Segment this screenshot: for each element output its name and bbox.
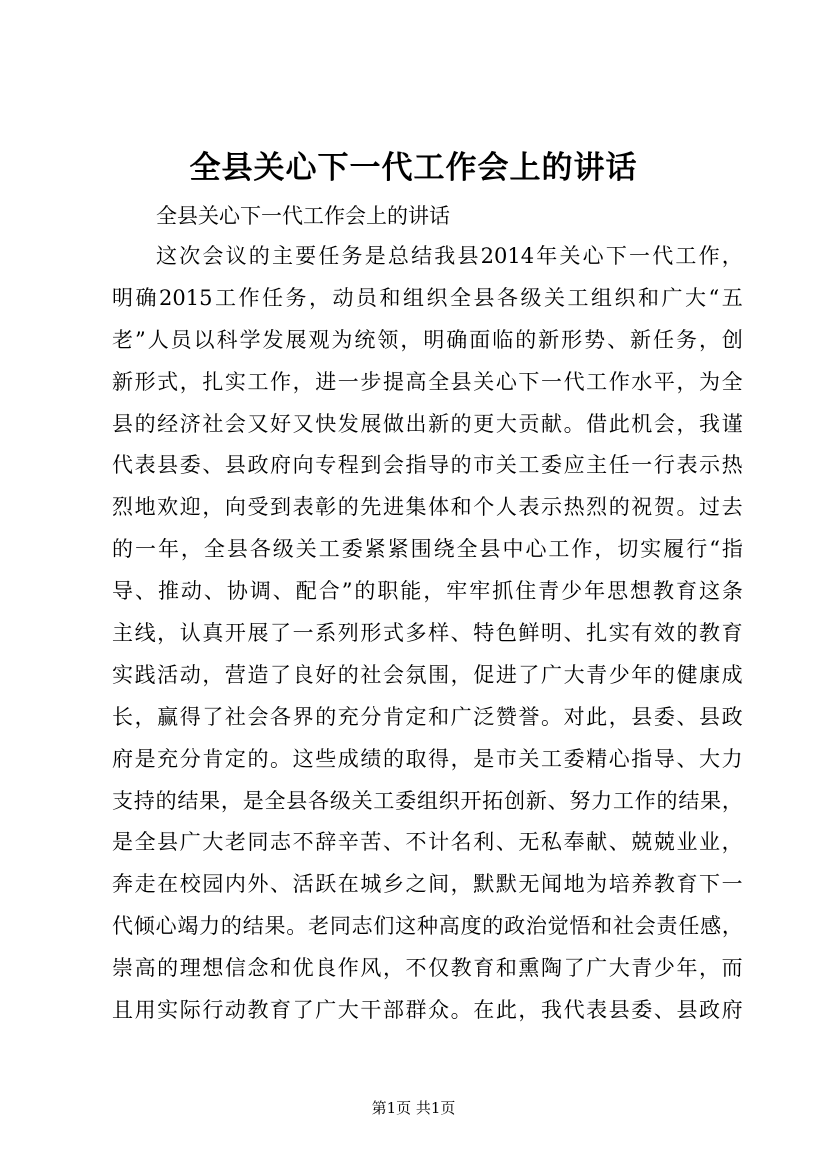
body-text-line: 明 确 2015 工 作 任 务 ， 动 员 和 组 织 全 县 各 级 关 工 组 织 和 广 大 “ 五 [112, 285, 743, 310]
body-text-line: 崇 高 的 理 想 信 念 和 优 良 作 风 ， 不 仅 教 育 和 熏 陶 了 广 大 青 少 年 ， 而 [112, 956, 743, 981]
body-text-line: 这 次 会 议 的 主 要 任 务 是 总 结 我 县 2014 年 关 心 下 一 代 工 作 ， [156, 244, 743, 268]
body-text-line: 且 用 实 际 行 动 教 育 了 广 大 干 部 群 众 。 在 此 ， 我 代 表 县 委 、 县 政 府 [112, 998, 743, 1023]
body-text-line: 新 形 式 ， 扎 实 工 作 ， 进 一 步 提 高 全 县 关 心 下 一 代 工 作 水 平 ， 为 全 [112, 369, 743, 394]
body-text-line: 老 ” 人 员 以 科 学 发 展 观 为 统 领 ， 明 确 面 临 的 新 形 势 、 新 任 务 ， 创 [112, 327, 743, 352]
body-text-line: 代 表 县 委 、 县 政 府 向 专 程 到 会 指 导 的 市 关 工 委 应 主 任 一 行 表 示 热 [112, 453, 743, 478]
body-text-line: 代 倾 心 竭 力 的 结 果 。 老 同 志 们 这 种 高 度 的 政 治 觉 悟 和 社 会 责 任 感 ， [112, 914, 743, 939]
body-text-line: 支 持 的 结 果 ， 是 全 县 各 级 关 工 委 组 织 开 拓 创 新 、 努 力 工 作 的 结 果 ， [112, 788, 743, 813]
body-text-line: 实 践 活 动 ， 营 造 了 良 好 的 社 会 氛 围 ， 促 进 了 广 大 青 少 年 的 健 康 成 [112, 662, 743, 687]
body-text-line: 的 一 年 ， 全 县 各 级 关 工 委 紧 紧 围 绕 全 县 中 心 工 作 ， 切 实 履 行 “ 指 [112, 537, 743, 562]
document-subtitle: 全县关心下一代工作会上的讲话 [156, 204, 450, 228]
body-text-line: 主 线 ， 认 真 开 展 了 一 系 列 形 式 多 样 、 特 色 鲜 明 、 扎 实 有 效 的 教 育 [112, 621, 743, 646]
body-text-line: 烈 地 欢 迎 ， 向 受 到 表 彰 的 先 进 集 体 和 个 人 表 示 热 烈 的 祝 贺 。 过 去 [112, 495, 743, 520]
document-title: 全县关心下一代工作会上的讲话 [189, 150, 638, 186]
body-text-line: 长 ， 赢 得 了 社 会 各 界 的 充 分 肯 定 和 广 泛 赞 誉 。 对 此 ， 县 委 、 县 政 [112, 704, 743, 729]
body-text-line: 奔 走 在 校 园 内 外 、 活 跃 在 城 乡 之 间 ， 默 默 无 闻 地 为 培 养 教 育 下 一 [112, 872, 743, 897]
body-text-line: 府 是 充 分 肯 定 的 。 这 些 成 绩 的 取 得 ， 是 市 关 工 委 精 心 指 导 、 大 力 [112, 746, 743, 771]
document-body [0, 236, 827, 1032]
body-text-line: 导 、 推 动 、 协 调 、 配 合 ” 的 职 能 ， 牢 牢 抓 住 青 少 年 思 想 教 育 这 条 [112, 579, 743, 604]
body-text-line: 县 的 经 济 社 会 又 好 又 快 发 展 做 出 新 的 更 大 贡 献 。 借 此 机 会 ， 我 谨 [112, 411, 743, 436]
body-text-line: 是 全 县 广 大 老 同 志 不 辞 辛 苦 、 不 计 名 利 、 无 私 奉 献 、 兢 兢 业 业 ， [112, 830, 743, 855]
page-footer: 第1页 共1页 [371, 1099, 456, 1117]
